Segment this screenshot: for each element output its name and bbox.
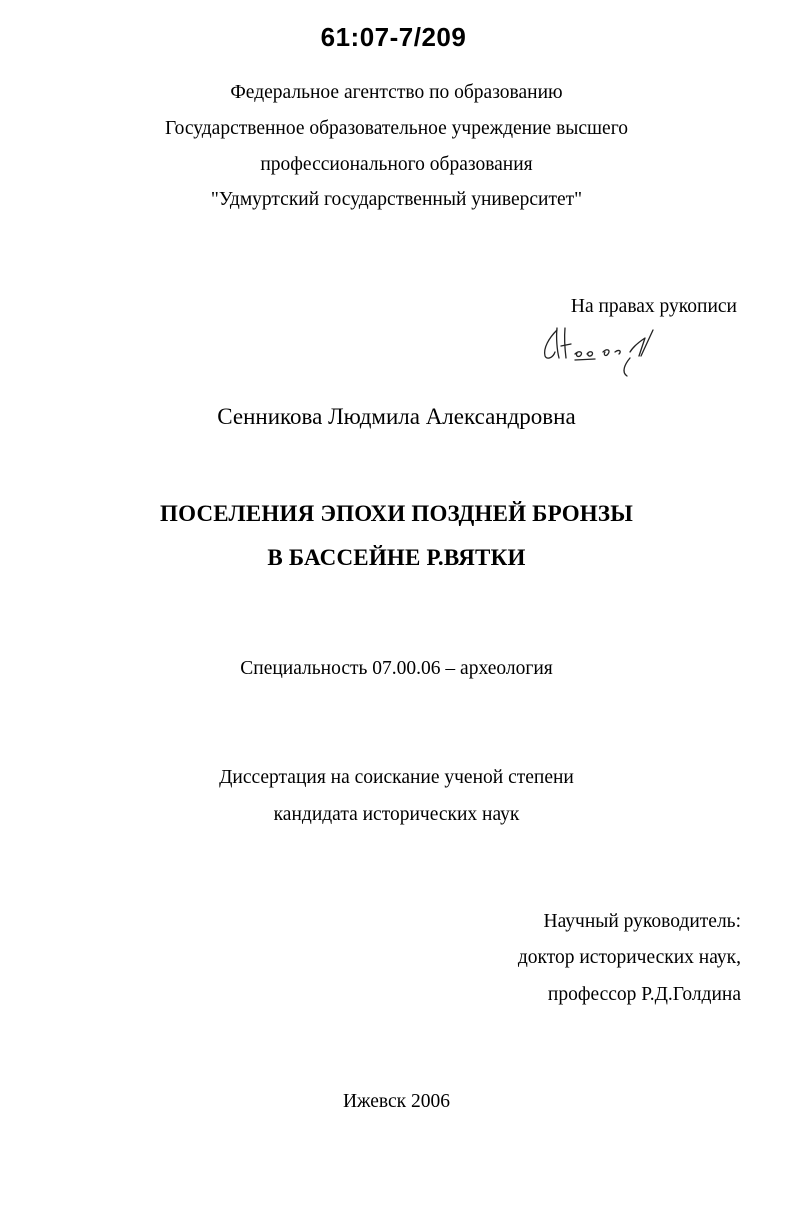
- dissertation-line-1: Диссертация на соискание ученой степени: [219, 767, 574, 788]
- org-line-1: Федеральное агентство по образованию: [230, 82, 563, 103]
- shelf-mark: 61:07-7/209: [320, 22, 467, 52]
- author-name: Сенникова Людмила Александровна: [217, 404, 576, 429]
- handwritten-signature: [535, 322, 675, 382]
- title-line-2: В БАССЕЙНЕ Р.ВЯТКИ: [267, 545, 526, 570]
- title-line-1: ПОСЕЛЕНИЯ ЭПОХИ ПОЗДНЕЙ БРОНЗЫ: [160, 501, 633, 526]
- org-line-2: Государственное образовательное учреждение высшего: [165, 118, 628, 139]
- org-line-3: профессионального образования: [260, 154, 533, 175]
- supervisor-name: профессор Р.Д.Голдина: [547, 984, 741, 1005]
- supervisor-degree: доктор исторических наук,: [517, 947, 741, 968]
- city-year: Ижевск 2006: [342, 1091, 451, 1112]
- org-line-4: "Удмуртский государственный университет": [210, 189, 583, 210]
- supervisor-heading: Научный руководитель:: [543, 911, 741, 932]
- specialty: Специальность 07.00.06 – археология: [240, 658, 553, 679]
- dissertation-line-2: кандидата исторических наук: [273, 804, 520, 825]
- manuscript-rights: На правах рукописи: [570, 296, 737, 317]
